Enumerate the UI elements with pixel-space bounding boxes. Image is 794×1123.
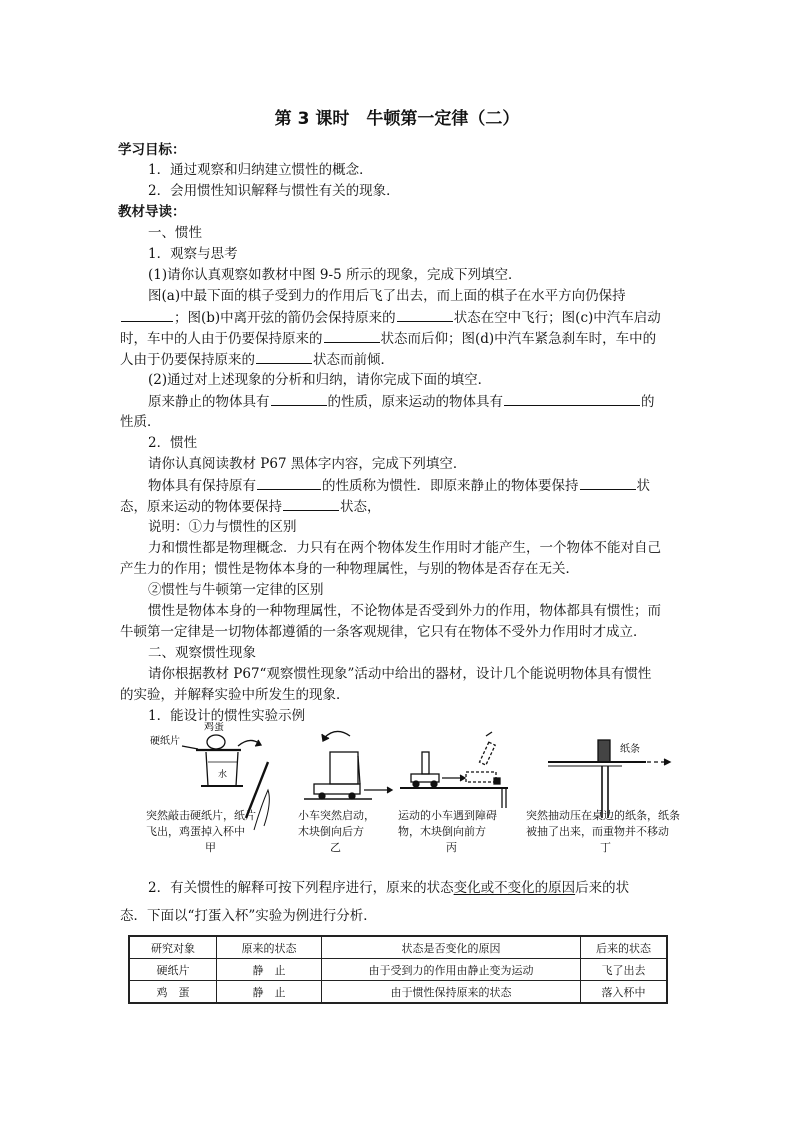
paragraph-line: 惯性是物体本身的一种物理属性，不论物体是否受到外力的作用，物体都具有惯性；而 [148,603,661,619]
table-header-cell: 原来的状态 [217,936,322,959]
fill-blank[interactable] [283,496,339,511]
text-run: 原来静止的物体具有 [148,394,270,410]
caption-a-line1: 突然敲击硬纸片，纸片 [146,809,256,822]
table-row [129,959,667,981]
paragraph-line: 产生力的作用；惯性是物体本身的一种物理属性，与别的物体是否存在无关． [120,561,579,577]
paragraph-line: 性质． [120,414,161,430]
note-1-heading: 说明：①力与惯性的区别 [148,519,297,535]
label-card: 硬纸片 [150,736,180,747]
table-cell: 硬纸片 [129,959,217,981]
table-header-row [129,936,667,959]
goal-item-1: 1．通过观察和归纳建立惯性的概念． [148,162,373,178]
subsection-1-1: 1．观察与思考 [148,246,238,262]
caption-a-line2: 飞出，鸡蛋掉入杯中 [146,825,245,838]
cart-body [314,784,360,794]
paragraph-line: 请你根据教材 P67“观察惯性现象”活动中给出的器材，设计几个能说明物体具有惯性 [148,666,652,682]
text-run: ；图(b)中离开弦的箭仍会保持原来的 [174,310,396,326]
subsection-1-2: 2．惯性 [148,435,198,451]
figure-cart-obstacle [400,732,508,808]
text-run: 物体具有保持原有 [148,478,256,494]
paragraph-line [148,391,655,412]
analysis-line [148,878,629,898]
text-run: 状态在空中飞行；图(c)中汽车启动 [453,310,661,326]
fill-blank[interactable] [256,349,312,364]
table-header-cell: 研究对象 [129,936,217,959]
caption-c-line2: 物，木块倒向前方 [398,825,486,838]
table-cell: 静 止 [217,981,322,1004]
paragraph-line: 的实验，并解释实验中所发生的现象． [120,687,350,703]
table-cell: 静 止 [217,959,322,981]
text-run: 状态， [340,499,381,515]
question-2: (2)通过对上述现象的分析和归纳，请你完成下面的填空． [148,372,492,388]
table-cell: 由于受到力的作用由静止变为运动 [322,959,581,981]
text-run: 的性质称为惯性．即原来静止的物体要保持 [322,478,579,494]
fill-blank[interactable] [257,475,321,490]
section-2-heading: 二、观察惯性现象 [148,645,256,661]
page-title: 第 3 课时 牛顿第一定律（二） [274,109,520,129]
obstacle [494,778,500,784]
fill-blank[interactable] [397,307,453,322]
table-cell: 飞了出去 [581,959,668,981]
paragraph-line [120,496,381,517]
table-cell: 由于惯性保持原来的状态 [322,981,581,1004]
fill-blank[interactable] [504,391,640,406]
caption-c-line1: 运动的小车遇到障碍 [398,809,497,822]
weight-block [598,740,610,762]
paragraph-line [148,475,650,496]
note-2-heading: ②惯性与牛顿第一定律的区别 [148,582,324,598]
text-run: 状态而后仰；图(d)中汽车紧急刹车时，车中的 [380,331,657,347]
fill-blank[interactable] [324,328,380,343]
text-run: 状 [636,478,650,494]
caption-d-line1: 突然抽动压在桌边的纸条，纸条 [526,809,680,822]
table-header-cell: 后来的状态 [581,936,668,959]
text-run: 的性质，原来运动的物体具有 [327,394,503,410]
subsection-2-1: 1．能设计的惯性实验示例 [148,708,306,724]
cart-ghost [466,772,496,782]
caption-d-line2: 被抽了出来，而重物并不移动 [526,825,669,838]
paragraph-line: 牛顿第一定律是一切物体都遵循的一条客观规律，它只有在物体不受外力作用时才成立． [120,624,647,640]
reading-instruction: 请你认真阅读教材 P67 黑体字内容，完成下列填空． [148,456,467,472]
cup-shape [206,752,238,786]
guide-heading: 教材导读： [118,204,186,220]
analysis-table [128,935,668,1004]
caption-a-label: 甲 [205,841,216,854]
table-cell: 鸡 蛋 [129,981,217,1004]
text-run: 2．有关惯性的解释可按下列程序进行，原来的状态 [148,880,454,896]
egg-shape [207,735,225,749]
text-run: 态，原来运动的物体要保持 [120,499,282,515]
section-1-heading: 一、惯性 [148,225,202,241]
text-run: 后来的状 [575,880,630,896]
paragraph-line [120,307,661,328]
paragraph-line: 图(a)中最下面的棋子受到力的作用后飞了出去，而上面的棋子在水平方向仍保持 [148,288,626,304]
caption-d-label: 丁 [600,841,611,854]
motion-arrow [324,731,350,738]
fill-blank[interactable] [271,391,327,406]
analysis-line: 态．下面以“打蛋入杯”实验为例进行分析． [120,908,377,924]
fill-blank[interactable] [121,307,173,322]
goals-heading: 学习目标： [118,142,186,158]
text-run: 的 [641,394,655,410]
figure-paper-strip [548,740,670,818]
label-egg: 鸡蛋 [204,722,224,733]
caption-c-label: 丙 [446,841,457,854]
paragraph-line [120,349,394,370]
table-cell: 落入杯中 [581,981,668,1004]
text-run: 人由于仍要保持原来的 [120,352,255,368]
table-header-cell: 状态是否变化的原因 [322,936,581,959]
table-row [129,981,667,1004]
goal-item-2: 2．会用惯性知识解释与惯性有关的现象． [148,183,400,199]
caption-b-label: 乙 [330,841,341,854]
paragraph-line: 力和惯性都是物理概念．力只有在两个物体发生作用时才能产生，一个物体不能对自己 [148,540,661,556]
label-water: 水 [218,770,228,780]
caption-b-line2: 木块倒向后方 [298,825,364,838]
figure-cart-start [304,731,392,799]
underlined-text: 变化或不变化的原因 [453,880,576,896]
caption-b-line1: 小车突然启动， [298,809,375,822]
question-1: (1)请你认真观察如教材中图 9-5 所示的现象，完成下列填空． [148,267,522,283]
text-run: 时，车中的人由于仍要保持原来的 [120,331,323,347]
fill-blank[interactable] [580,475,636,490]
paragraph-line [120,328,656,349]
label-paper: 纸条 [620,744,640,755]
text-run: 状态而前倾． [313,352,394,368]
